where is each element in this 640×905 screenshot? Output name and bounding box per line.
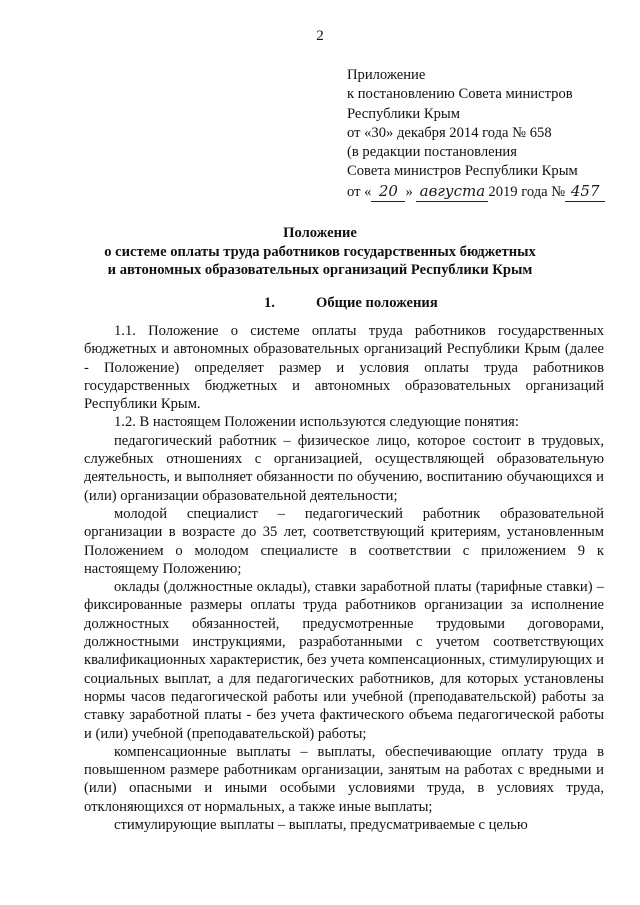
appendix-line: к постановлению Совета министров	[347, 86, 573, 103]
paragraph: оклады (должностные оклады), ставки заработной платы (тарифные ставки) – фиксированные размеры оплаты труда работников организации за исполнение должностных обязанностей, предусмотренные трудовыми договорами, должностными инструкциями, разработанными с учетом соответствующих квалификационных характеристик, без учета компенсационных, стимулирующих и социальных выплат, а для педагогических работников, для которых установлены нормы часов педагогической работы или учебной (преподавательской) работы за ставку заработной платы - без учета фактического объема педагогической работы и (или) учебной (преподавательской) работы;	[84, 579, 604, 742]
paragraph: компенсационные выплаты – выплаты, обеспечивающие оплату труда в повышенном размере работникам организации, занятым на работах с вредными и (или) опасными и иными особыми условиями труда, в условиях труда, отклоняющихся от нормальных, а также иные выплаты;	[84, 743, 604, 815]
appendix-date-line	[347, 182, 605, 202]
handwritten-day: 20	[371, 182, 405, 202]
title-line: о системе оплаты труда работников государственных бюджетных	[104, 243, 536, 260]
date-prefix: от «	[347, 183, 372, 200]
paragraph: 1.2. В настоящем Положении используются следующие понятия:	[114, 414, 519, 431]
section-title: Общие положения	[316, 295, 438, 311]
handwritten-number: 457	[565, 182, 605, 202]
document-title	[40, 224, 600, 280]
appendix-line: Приложение	[347, 67, 426, 83]
title-line: и автономных образовательных организаций Республики Крым	[107, 262, 533, 278]
paragraph: 1.1. Положение о системе оплаты труда работников государственных бюджетных и автономных образовательных организаций Республики Крым (далее - Положение) определяет размер и условия оплаты труда работников государственных бюджетных и автономных образовательных организаций Республики Крым.	[84, 323, 604, 413]
date-year: 2019 года №	[488, 183, 566, 200]
document-body	[84, 322, 604, 834]
paragraph: молодой специалист – педагогический работник образовательной организации в возрасте до 35 лет, соответствующий критериям, установленным Положением о молодом специалисте в соответствии с приложением 9 к настоящему Положению;	[84, 505, 604, 577]
appendix-header	[347, 66, 605, 202]
paragraph: педагогический работник – физическое лицо, которое состоит в трудовых, служебных отношениях с организацией, осуществляющей образовательную деятельность, и выполняет обязанности по обучению, воспитанию обучающихся и (или) организации образовательной деятельности;	[84, 432, 604, 504]
appendix-line: от «30» декабря 2014 года № 658	[347, 124, 552, 141]
section-number: 1.	[264, 295, 275, 311]
handwritten-month: августа	[416, 182, 488, 202]
appendix-line: Совета министров Республики Крым	[347, 163, 578, 180]
appendix-line: Республики Крым	[347, 105, 460, 122]
page-number: 2	[316, 28, 324, 44]
title-line: Положение	[283, 225, 357, 241]
date-mid: »	[405, 183, 417, 200]
paragraph: стимулирующие выплаты – выплаты, предусматриваемые с целью	[114, 817, 528, 834]
appendix-line: (в редакции постановления	[347, 144, 517, 161]
